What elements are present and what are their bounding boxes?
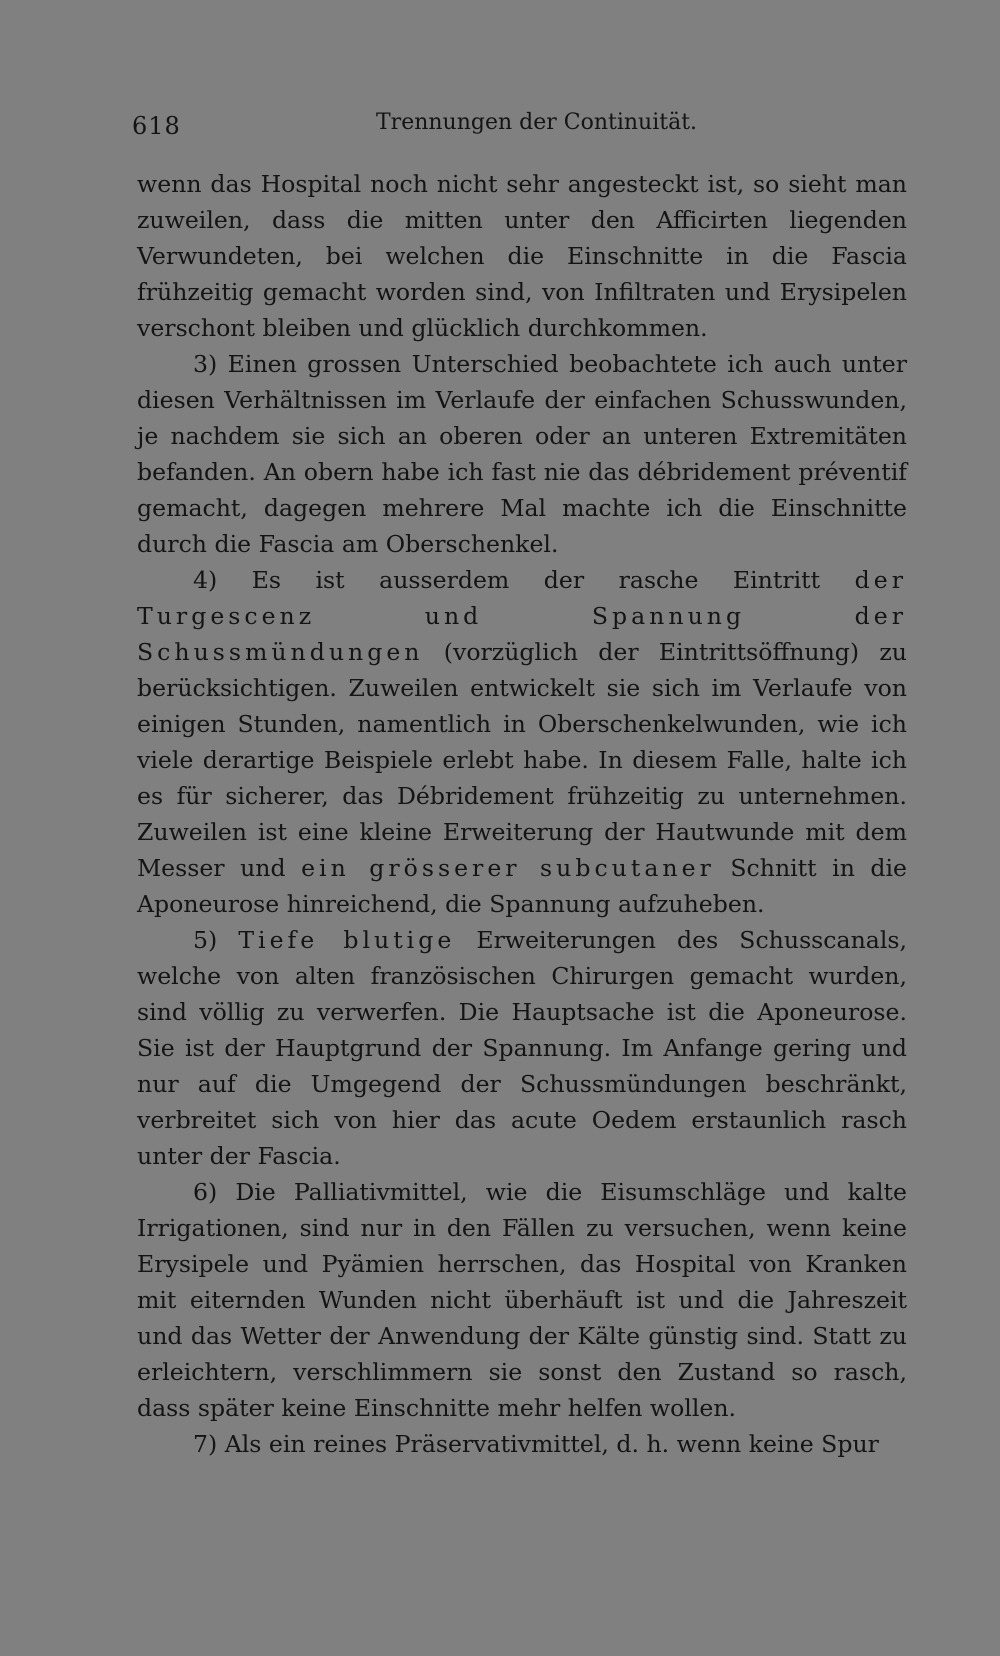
paragraph-continued: wenn das Hospital noch nicht sehr angesteckt ist, so sieht man zuweilen, dass die mitten unter den Afficirten liegenden Verwundeten, bei welchen die Einschnitte in die Fascia frühzeitig gemacht worden sind, von Infiltraten und Erysipelen verschont bleiben und glücklich durchkommen. — [137, 170, 907, 342]
page-header — [132, 110, 872, 144]
paragraph-point-7: 7) Als ein reines Präservativmittel, d. h. wenn keine Spur — [193, 1430, 879, 1458]
page-number: 618 — [132, 112, 181, 140]
running-title: Trennungen der Continuität. — [376, 110, 698, 135]
text-segment: 4) Es ist ausserdem der rasche Eintritt — [193, 566, 855, 594]
paragraph-point-3: 3) Einen grossen Unterschied beobachtete ich auch unter diesen Verhältnissen im Verlaufe der einfachen Schusswunden, je nachdem sie sich an oberen oder an unteren Extremitäten befanden. An obern habe ich fast nie das débridement préventif gemacht, dagegen mehrere Mal machte ich die Einschnitte durch die Fascia am Oberschenkel. — [137, 350, 907, 558]
text-segment: Schnitt in die Aponeurose hinreichend, die Spannung aufzuheben. — [137, 854, 907, 918]
paragraph-point-4 — [137, 562, 907, 922]
emphasized-text: Tiefe blutige — [238, 926, 456, 954]
paragraph-point-5 — [137, 922, 907, 1174]
emphasized-text: der Turgescenz und Spannung der Schussmündungen — [137, 566, 907, 666]
paragraph-point-6: 6) Die Palliativmittel, wie die Eisumschläge und kalte Irrigationen, sind nur in den Fällen zu versuchen, wenn keine Erysipele und Pyämien herrschen, das Hospital von Kranken mit eiternden Wunden nicht überhäuft ist und die Jahreszeit und das Wetter der Anwendung der Kälte günstig sind. Statt zu erleichtern, verschlimmern sie sonst den Zustand so rasch, dass später keine Einschnitte mehr helfen wollen. — [137, 1178, 907, 1422]
text-segment: Erweiterungen des Schusscanals, welche von alten französischen Chirurgen gemacht wurden, sind völlig zu verwerfen. Die Hauptsache ist die Aponeurose. Sie ist der Hauptgrund der Spannung. Im Anfange gering und nur auf die Umgegend der Schussmündungen beschränkt, verbreitet sich von hier das acute Oedem erstaunlich rasch unter der Fascia. — [137, 926, 907, 1170]
text-segment: 5) — [193, 926, 239, 954]
emphasized-text: ein grösserer subcutaner — [301, 854, 715, 882]
text-segment: (vorzüglich der Eintrittsöffnung) zu berücksichtigen. Zuweilen entwickelt sie sich im Verlaufe von einigen Stunden, namentlich in Oberschenkelwunden, wie ich viele derartige Beispiele erlebt habe. In diesem Falle, halte ich es für sicherer, das Débridement frühzeitig zu unternehmen. Zuweilen ist eine kleine Erweiterung der Hautwunde mit dem Messer und — [137, 638, 907, 882]
body-text — [137, 166, 907, 1462]
